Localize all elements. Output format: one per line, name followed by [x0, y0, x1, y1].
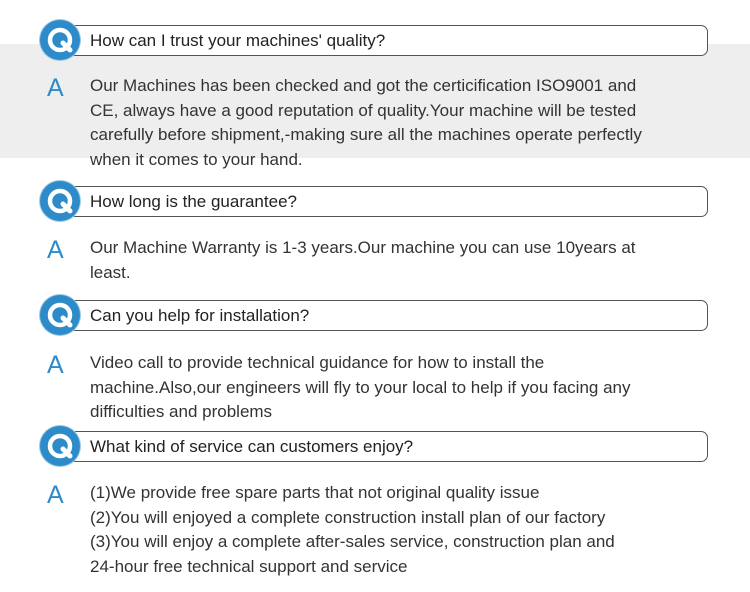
answer-line: (3)You will enjoy a complete after-sales service, construction plan and: [90, 532, 615, 551]
answer-text: [90, 481, 710, 579]
question-text: Can you help for installation?: [90, 306, 310, 325]
answer-line: difficulties and problems: [90, 402, 273, 421]
answer-text: [90, 236, 710, 285]
question-text: How long is the guarantee?: [90, 192, 297, 211]
q-circle-icon: [40, 181, 80, 221]
answer-line: 24-hour free technical support and service: [90, 556, 408, 576]
answer-line: Video call to provide technical guidance for how to install the: [90, 353, 545, 372]
answer-line: (1)We provide free spare parts that not original quality issue: [90, 483, 540, 502]
answer-line: least.: [90, 262, 131, 282]
answer-line: CE, always have a good reputation of quality.Your machine will be tested: [90, 100, 637, 120]
answer-line: Our Machine Warranty is 1-3 years.Our machine you can use 10years at: [90, 238, 636, 257]
q-circle-icon: [40, 20, 80, 60]
q-circle-icon: [40, 426, 80, 466]
question-text: What kind of service can customers enjoy?: [90, 437, 414, 456]
answer-line: carefully before shipment,-making sure all the machines operate perfectly: [90, 125, 642, 144]
answer-line: machine.Also,our engineers will fly to your local to help if you facing any: [90, 377, 631, 397]
a-letter-icon: A: [47, 74, 64, 102]
answer-line: Our Machines has been checked and got the certicification ISO9001 and: [90, 76, 637, 95]
a-letter-icon: A: [47, 351, 64, 379]
a-letter-icon: A: [47, 481, 64, 509]
a-letter-icon: A: [47, 236, 64, 264]
answer-line: (2)You will enjoyed a complete construction install plan of our factory: [90, 507, 606, 527]
answer-text: [90, 351, 710, 425]
answer-line: when it comes to your hand.: [90, 149, 303, 169]
q-circle-icon: [40, 295, 80, 335]
answer-text: [90, 74, 710, 172]
question-text: How can I trust your machines' quality?: [90, 31, 386, 50]
